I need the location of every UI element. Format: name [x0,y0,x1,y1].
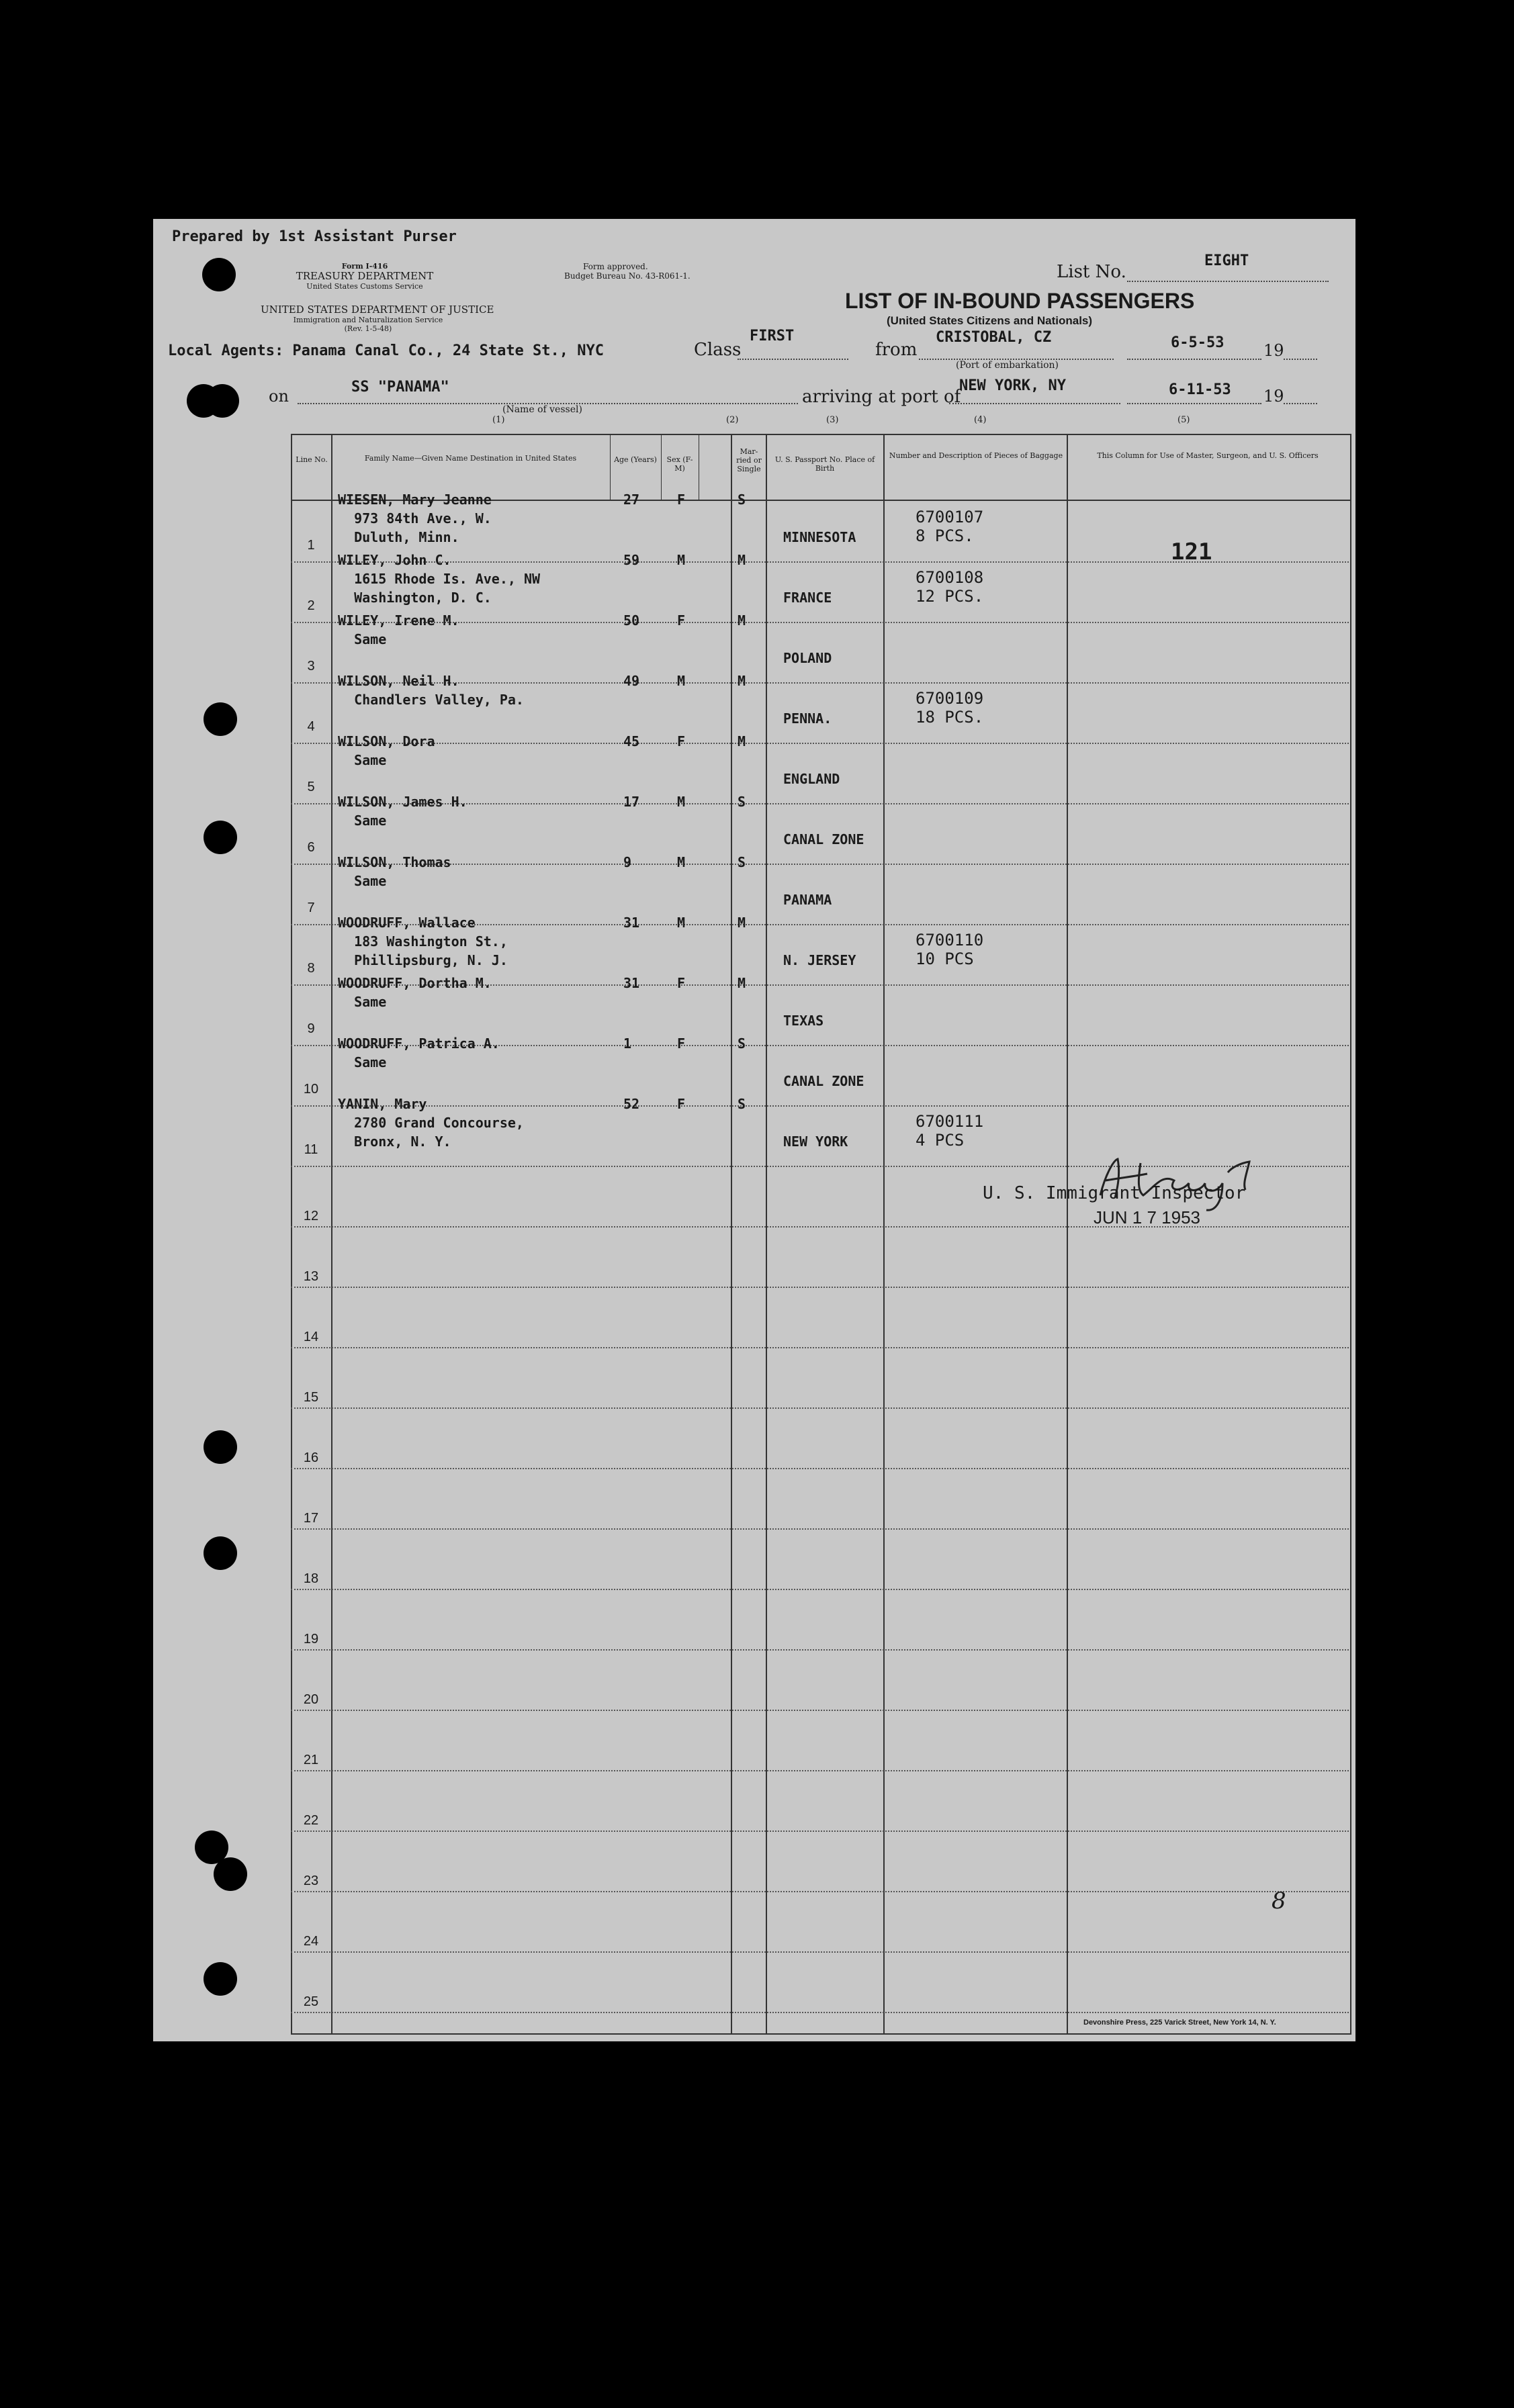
row-rule [291,1951,1349,1953]
place-of-birth: TEXAS [783,1013,824,1029]
row-rule [291,1347,1349,1348]
marital-status: S [738,492,746,508]
line-number: 4 [307,719,315,734]
line-number: 2 [307,598,315,613]
line-number: 18 [303,1571,319,1586]
arriving-label: arriving at port of [802,387,961,407]
line-number: 6 [307,840,315,855]
local-agents: Local Agents: Panama Canal Co., 24 State St., NYC [168,342,605,359]
marital-status: M [738,975,746,991]
col-number-4: (4) [974,415,987,425]
passenger-name-destination: WILSON, Neil H. Chandlers Valley, Pa. [338,673,524,708]
col-divider [883,434,885,2033]
year-line-2 [1284,403,1317,404]
row-rule [291,1891,1349,1892]
baggage: 6700110 10 PCS [916,931,984,968]
row-rule [291,1710,1349,1711]
line-number: 23 [303,1873,319,1888]
passenger-name-destination: WOODRUFF, Patrica A. Same [338,1035,500,1070]
vessel-caption: (Name of vessel) [502,404,582,415]
form-block [264,262,465,291]
departure-date: 6-5-53 [1171,334,1224,351]
punch-hole [206,384,239,418]
line-number: 1 [307,538,315,553]
form-number: Form I-416 [341,262,388,271]
passenger-name-destination: YANIN, Mary 2780 Grand Concourse, Bronx, N. Y. [338,1096,524,1150]
arrival-port-line [949,403,1120,404]
punch-hole [204,1962,237,1996]
passenger-age: 52 [623,1096,640,1112]
on-label: on [269,387,289,406]
passenger-sex: F [677,733,686,749]
marital-status: M [738,673,746,689]
passenger-name-destination: WILSON, Dora Same [338,733,435,768]
marital-status: M [738,915,746,931]
class-label: Class [694,340,742,360]
line-number: 14 [303,1330,319,1344]
from-value: CRISTOBAL, CZ [936,329,1052,346]
passenger-name-destination: WIESEN, Mary Jeanne 973 84th Ave., W. Duluth, Minn. [338,492,492,545]
line-number: 17 [303,1511,319,1526]
col-divider [731,434,732,2033]
page-subtitle: (United States Citizens and Nationals) [887,314,1093,327]
line-number: 11 [304,1142,318,1157]
ins-name: Immigration and Naturalization Service [293,316,443,324]
arrival-date: 6-11-53 [1169,381,1231,398]
prepared-by: Prepared by 1st Assistant Purser [172,228,457,245]
col-divider-sex [661,434,662,500]
col-number-5: (5) [1177,415,1190,425]
passenger-sex: M [677,854,686,870]
justice-dept: UNITED STATES DEPARTMENT OF JUSTICE [261,304,494,316]
line-number: 12 [303,1209,319,1223]
passenger-age: 27 [623,492,640,508]
header-officers: This Column for Use of Master, Surgeon, and U. S. Officers [1097,451,1319,460]
col-divider [1067,434,1068,2033]
baggage: 6700109 18 PCS. [916,689,984,727]
place-of-birth: FRANCE [783,590,832,606]
row-rule [291,1831,1349,1832]
departure-date-line [1127,359,1261,360]
punch-hole [204,821,237,854]
passenger-age: 50 [623,612,640,629]
line-number: 5 [307,780,315,794]
row-rule [291,1287,1349,1288]
passenger-age: 49 [623,673,640,689]
form-approved: Form approved. [583,262,648,271]
class-line [738,359,848,360]
punch-hole [202,258,236,291]
punch-hole [214,1857,247,1891]
passenger-sex: F [677,975,686,991]
treasury-dept: TREASURY DEPARTMENT [296,270,434,282]
row-rule [291,1528,1349,1530]
line-number: 9 [307,1021,315,1036]
passenger-sex: F [677,1096,686,1112]
baggage: 6700108 12 PCS. [916,568,984,606]
passenger-sex: F [677,612,686,629]
passenger-sex: F [677,1035,686,1052]
passenger-name-destination: WILSON, Thomas Same [338,854,451,889]
line-number: 15 [303,1390,319,1405]
marital-status: S [738,1035,746,1052]
place-of-birth: POLAND [783,650,832,666]
line-number: 8 [307,961,315,976]
marital-status: M [738,612,746,629]
row-rule [291,1649,1349,1651]
punch-hole [204,702,237,736]
line-number: 10 [303,1082,319,1097]
place-of-birth: NEW YORK [783,1133,848,1150]
header-sex: Sex (F-M) [666,455,693,473]
line-number: 24 [303,1934,319,1949]
passenger-name-destination: WILSON, James H. Same [338,794,467,829]
marital-status: S [738,854,746,870]
passenger-sex: M [677,915,686,931]
approval-block [564,262,691,281]
row-rule [291,743,1349,744]
place-of-birth: MINNESOTA [783,529,856,545]
year-prefix-2: 19 [1263,387,1284,406]
passenger-name-destination: WOODRUFF, Wallace 183 Washington St., Phillipsburg, N. J. [338,915,508,968]
inspection-date-stamp: JUN 1 7 1953 [1094,1207,1200,1228]
place-of-birth: PANAMA [783,892,832,908]
class-value: FIRST [750,328,795,344]
passenger-age: 17 [623,794,640,810]
arrival-date-line [1127,403,1261,404]
passenger-sex: M [677,552,686,568]
punch-hole [204,1430,237,1464]
passenger-age: 31 [623,915,640,931]
row-rule [291,2012,1349,2013]
customs-service: United States Customs Service [306,282,423,291]
header-line-no: Line No. [296,455,328,464]
page-title: LIST OF IN-BOUND PASSENGERS [845,289,1195,313]
passenger-name-destination: WOODRUFF, Dortha M. Same [338,975,492,1010]
row-rule [291,1468,1349,1469]
embarkation-caption: (Port of embarkation) [956,360,1059,371]
passenger-age: 59 [623,552,640,568]
passenger-sex: M [677,794,686,810]
justice-block [261,304,494,333]
place-of-birth: CANAL ZONE [783,831,864,847]
passenger-name-destination: WILEY, Irene M. Same [338,612,459,647]
col-number-2: (2) [726,415,739,425]
from-label: from [875,340,918,360]
line-number: 13 [303,1269,319,1284]
line-number: 22 [303,1813,319,1828]
header-name: Family Name—Given Name Destination in United States [364,454,577,463]
page-mark: 8 [1272,1888,1286,1914]
place-of-birth: CANAL ZONE [783,1073,864,1089]
header-married: Mar- ried or Single [736,447,762,473]
budget-bureau: Budget Bureau No. 43-R061-1. [564,271,691,281]
list-no-line [1127,281,1329,282]
officer-count: 121 [1171,539,1212,565]
marital-status: S [738,794,746,810]
marital-status: M [738,733,746,749]
place-of-birth: PENNA. [783,710,832,727]
line-number: 7 [307,900,315,915]
year-prefix: 19 [1263,341,1284,360]
inspector-label: U. S. Immigrant Inspector [983,1183,1246,1203]
marital-status: S [738,1096,746,1112]
printer-imprint: Devonshire Press, 225 Varick Street, New York 14, N. Y. [1083,2019,1276,2027]
vessel-name: SS "PANAMA" [351,379,449,396]
punch-hole [204,1536,237,1570]
list-no-label: List No. [1057,262,1126,282]
line-number: 3 [307,659,315,674]
col-divider [766,434,767,2033]
passenger-age: 31 [623,975,640,991]
col-number-1: (1) [492,415,505,425]
baggage: 6700107 8 PCS. [916,508,984,545]
marital-status: M [738,552,746,568]
manifest-sheet [153,219,1355,2041]
baggage: 6700111 4 PCS [916,1112,984,1150]
line-number: 25 [303,1994,319,2009]
line-number: 19 [303,1632,319,1647]
line-number: 21 [303,1753,319,1767]
header-age: Age (Years) [614,455,657,464]
header-passport: U. S. Passport No. Place of Birth [774,455,875,473]
col-number-3: (3) [826,415,839,425]
header-baggage: Number and Description of Pieces of Baggage [889,451,1063,460]
line-number: 16 [303,1450,319,1465]
row-rule [291,1407,1349,1409]
list-no-value: EIGHT [1204,252,1249,269]
year-line [1284,359,1317,360]
passenger-age: 9 [623,854,632,870]
place-of-birth: ENGLAND [783,771,840,787]
passenger-sex: M [677,673,686,689]
passenger-sex: F [677,492,686,508]
arrival-port: NEW YORK, NY [959,377,1066,394]
passenger-name-destination: WILEY, John C. 1615 Rhode Is. Ave., NW Washington, D. C. [338,552,541,606]
col-divider-age [610,434,611,500]
row-rule [291,1589,1349,1590]
line-number: 20 [303,1692,319,1707]
passenger-age: 1 [623,1035,632,1052]
passenger-age: 45 [623,733,640,749]
place-of-birth: N. JERSEY [783,952,856,968]
row-rule [291,1770,1349,1771]
col-divider [331,434,332,2033]
form-revision: (Rev. 1-5-48) [344,324,392,333]
